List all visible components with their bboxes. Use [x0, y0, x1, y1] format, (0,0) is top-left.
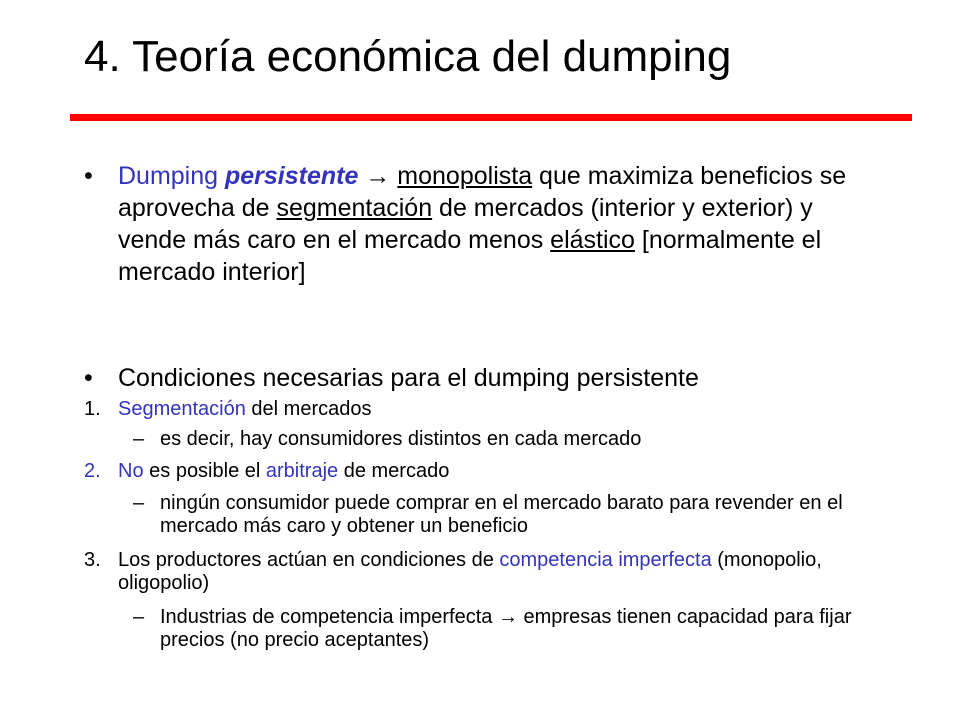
- term-segmentacion: Segmentación: [118, 398, 246, 420]
- bullet-text-part2: que maximiza beneficios se aprovecha de: [118, 162, 847, 222]
- item-text: [118, 549, 884, 595]
- bullet-marker: •: [84, 364, 93, 392]
- item-lead: Los productores actúan en condiciones de: [118, 549, 500, 571]
- term-competencia-imperfecta: competencia imperfecta: [499, 549, 712, 571]
- term-arbitraje: arbitraje: [265, 460, 339, 482]
- sub-item-2: [133, 492, 908, 538]
- item-rest: (monopolio, oligopolio): [118, 549, 822, 594]
- bullet-text-part4: [normalmente el mercado interior]: [118, 226, 822, 286]
- sub-item-3: [133, 606, 908, 652]
- bullet-text: Condiciones necesarias para el dumping persistente: [118, 364, 699, 392]
- item-mid: es posible el: [143, 460, 266, 482]
- numbered-item-3: [84, 549, 884, 595]
- bullet-condiciones: [84, 362, 884, 394]
- right-arrow-icon: →: [358, 162, 398, 190]
- item-number: 3.: [84, 549, 101, 571]
- term-elastico: elástico: [550, 226, 635, 254]
- item-rest: de mercado: [338, 460, 450, 482]
- emphasis-persistente: persistente: [225, 162, 359, 190]
- right-arrow-icon: →: [497, 606, 518, 628]
- dash-marker: –: [133, 428, 145, 450]
- dash-marker: –: [133, 492, 145, 514]
- bullet-dumping-persistente: [84, 160, 884, 288]
- numbered-item-1: [84, 398, 884, 421]
- bullet-marker: •: [84, 162, 93, 190]
- bullet-lead: Dumping: [118, 162, 225, 190]
- item-number: 1.: [84, 398, 101, 420]
- dash-marker: –: [133, 606, 145, 628]
- sub-item-rest: empresas tienen capacidad para fijar precios (no precio aceptantes): [160, 606, 852, 651]
- sub-item-lead: Industrias de competencia imperfecta: [160, 606, 498, 628]
- sub-item-text: [160, 606, 908, 652]
- sub-item-1: [133, 428, 908, 451]
- bullet-text: [118, 160, 884, 288]
- title-underline-rule: [70, 114, 912, 121]
- term-segmentacion: segmentación: [276, 194, 433, 222]
- term-no: No: [118, 460, 144, 482]
- item-text: [118, 460, 884, 483]
- bullet-text-part3: de mercados (interior y exterior) y vende más caro en el mercado menos: [118, 194, 813, 254]
- term-monopolista: monopolista: [397, 162, 533, 190]
- sub-item-text: ningún consumidor puede comprar en el mercado barato para revender en el mercado más caro y obtener un beneficio: [160, 492, 843, 537]
- sub-item-text: es decir, hay consumidores distintos en cada mercado: [160, 428, 642, 450]
- item-number: 2.: [84, 460, 101, 482]
- item-rest: del mercados: [245, 398, 372, 420]
- item-text: [118, 398, 884, 421]
- slide-title: 4. Teoría económica del dumping: [84, 32, 732, 81]
- numbered-item-2: [84, 460, 884, 483]
